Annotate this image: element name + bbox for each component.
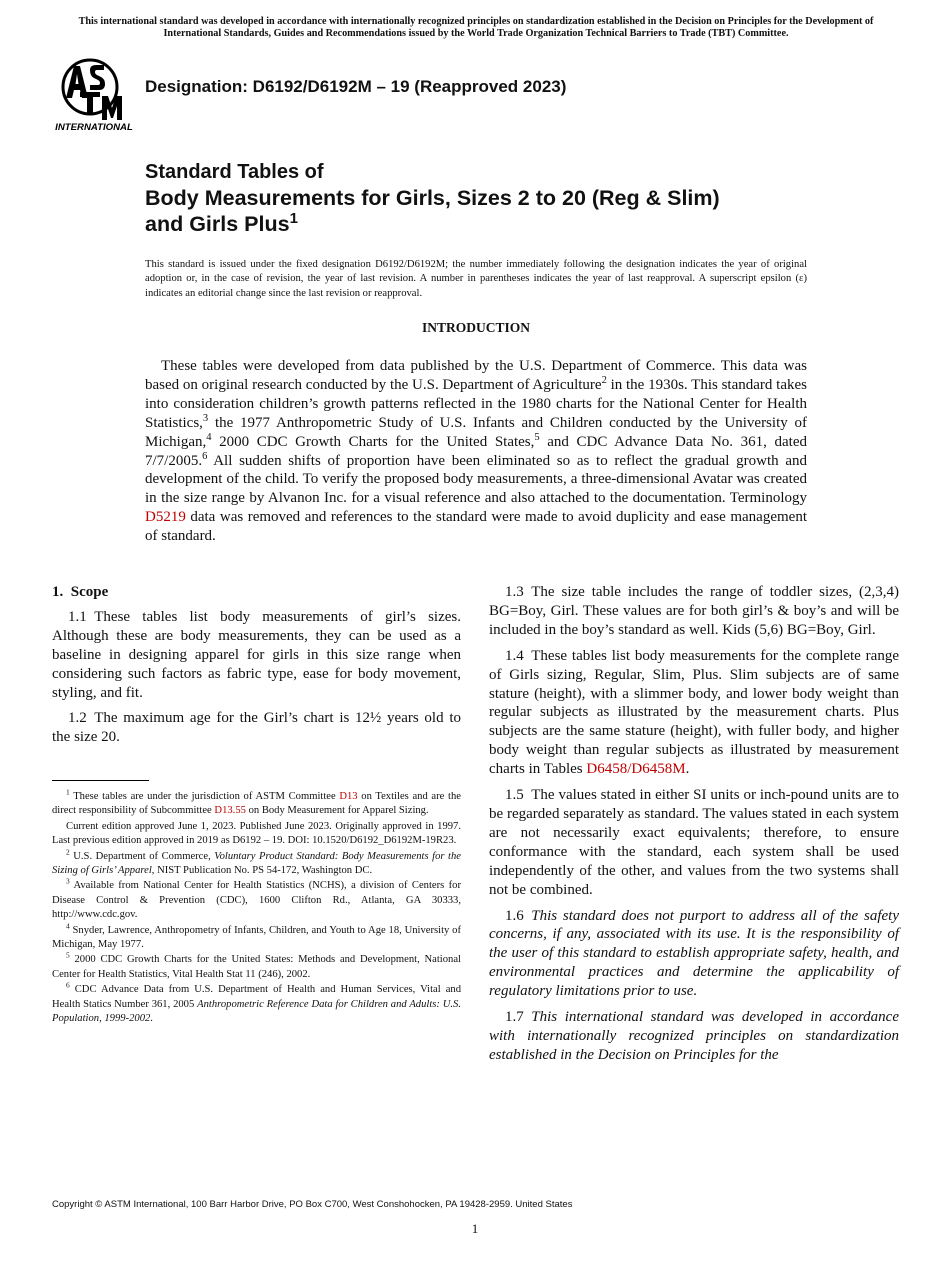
section-1-6: 1.6 This standard does not purport to address all of the safety concerns, if any, associated with its use. It is the responsibility of the user of this standard to establish appropriate safety, health, and environmental practices and determine the applicability of regulatory limitations prior to use. xyxy=(489,907,899,1000)
introduction-heading: INTRODUCTION xyxy=(421,320,530,335)
designation: Designation: D6192/D6192M – 19 (Reapproved 2023) xyxy=(145,77,567,96)
right-column xyxy=(489,583,899,1072)
d13-link[interactable]: D13 xyxy=(339,791,358,802)
scope-heading: 1. Scope xyxy=(52,584,109,600)
section-1-7: 1.7 This international standard was developed in accordance with internationally recognized principles on standardization established in the Decision on Principles for the xyxy=(489,1009,899,1063)
document-title xyxy=(145,159,825,237)
footnote-3: $^3$ Available from National Center for Health Statistics (NCHS), a division of Centers for Disease Control & Prevention (CDC), 1600 Clifton Rd., Atlanta, GA 30333, http://www.cdc.gov. xyxy=(52,876,461,921)
astm-logo xyxy=(52,56,136,132)
footnote-2: $^2$ U.S. Department of Commerce, Voluntary Product Standard: Body Measurements for the Sizing of Girls’ Apparel, NIST Publication No. PS 54-172, Washington DC. xyxy=(52,847,461,877)
title-line-2: Body Measurements for Girls, Sizes 2 to 20 (Reg & Slim) xyxy=(145,186,720,210)
section-1-3: 1.3 The size table includes the range of toddler sizes, (2,3,4) BG=Boy, Girl. These values are for both girl’s & boy’s and will be included in the boy’s standard as well. Kids (5,6) BG=Boy, Girl. xyxy=(489,584,899,638)
footnote-divider xyxy=(52,780,149,781)
footnote-5: $^5$ 2000 CDC Growth Charts for the United States: Methods and Development, National Center for Health Statistics, Vital Health Stat 11 (246), 2002. xyxy=(52,950,461,980)
section-1-1: 1.1 These tables list body measurements of girl’s sizes. Although these are body measurements, they can be used as a baseline in designing apparel for girls in this size range when considering such factors as fabric type, ease for body movement, styling, and fit. xyxy=(52,608,461,701)
left-column xyxy=(52,583,461,754)
footnotes xyxy=(52,787,461,1028)
d5219-link[interactable]: D5219 xyxy=(145,509,186,526)
footnote-1-edition: Current edition approved June 1, 2023. Published June 2023. Originally approved in 1997. Last previous edition approved in 2019 as D6192 – 19. DOI: 10.1520/D6192_D6192M-19R23. xyxy=(52,820,461,847)
title-line-1: Standard Tables of xyxy=(145,161,324,183)
standard-note: This standard is issued under the fixed designation D6192/D6192M; the number immediately following the designation indicates the year of original adoption or, in the case of revision, the year of last revision. A number in parentheses indicates the year of last reapproval. A superscript epsilon (ε) indicates an editorial change since the last revision or reapproval. xyxy=(145,259,807,299)
d6458-link[interactable]: D6458/D6458M xyxy=(586,761,686,778)
copyright: Copyright © ASTM International, 100 Barr Harbor Drive, PO Box C700, West Conshohocken, PA 19428-2959. United States xyxy=(52,1199,573,1210)
footnote-6: $^6$ CDC Advance Data from U.S. Department of Health and Human Services, Vital and Health Statics Number 361, 2005 Anthropometric Reference Data for Children and Adults: U.S. Population, 1999-2002. xyxy=(52,980,461,1025)
section-1-4: 1.4 These tables list body measurements for the complete range of Girls sizing, Regular, Slim, Plus. Slim subjects are of same stature (height), with a slimmer body, and lower body weight than regular subjects as illustrated by the measurement charts. Plus subjects are the same stature (height), with fuller body, and higher body weight than regular subjects as illustrated by measurement charts in Tables D6458/D6458M. xyxy=(489,647,899,778)
footnote-4: $^4$ Snyder, Lawrence, Anthropometry of Infants, Children, and Youth to Age 18, University of Michigan, May 1977. xyxy=(52,921,461,951)
d13-55-link[interactable]: D13.55 xyxy=(214,805,246,817)
astm-logo-icon xyxy=(52,56,136,132)
title-line-3: and Girls Plus$^1$ xyxy=(145,209,298,236)
page-number: 1 xyxy=(471,1221,479,1236)
introduction-body: These tables were developed from data published by the U.S. Department of Commerce. This data was based on original research conducted by the U.S. Department of Agriculture$^2$ in the 1930s. This standard takes into consideration children’s growth patterns reflected in the 1980 charts for the National Center for Health Statistics,$^3$ the 1977 Anthropometric Study of U.S. Infants and Children conducted by the University of Michigan,$^4$ 2000 CDC Growth Charts for the United States,$^5$ and CDC Advance Data No. 361, dated 7/7/2005.$^6$ All sudden shifts of proportion have been eliminated so as to reflect the gradual growth and development of the child. To verify the proposed body measurements, a three-dimensional Avatar was created in the size range by Alvanon Inc. for a visual reference and also attached to the documentation. Terminology D5219 data was removed and references to the standard were made to avoid duplicity and ease management of standard. xyxy=(145,358,808,545)
logo-subtext: INTERNATIONAL xyxy=(55,122,133,132)
section-1-2: 1.2 The maximum age for the Girl’s chart is 12½ years old to the size 20. xyxy=(52,710,461,746)
section-1-5: 1.5 The values stated in either SI units or inch-pound units are to be regarded separately as standard. The values stated in each system are not necessarily exact equivalents; therefore, to ensure conformance with the standard, each system shall be used independently of the other, and values from the two systems shall not be combined. xyxy=(489,787,899,898)
top-notice: This international standard was developed in accordance with internationally recognized principles on standardization established in the Decision on Principles for the Development of International Standards, Guides and Recommendations issued by the World Trade Organization Technical Barriers to Trade (TBT) Committee. xyxy=(78,16,874,40)
footnote-1: $^1$ These tables are under the jurisdiction of ASTM Committee D13 on Textiles and are the direct responsibility of Subcommittee D13.55 on Body Measurement for Apparel Sizing. xyxy=(52,787,461,817)
